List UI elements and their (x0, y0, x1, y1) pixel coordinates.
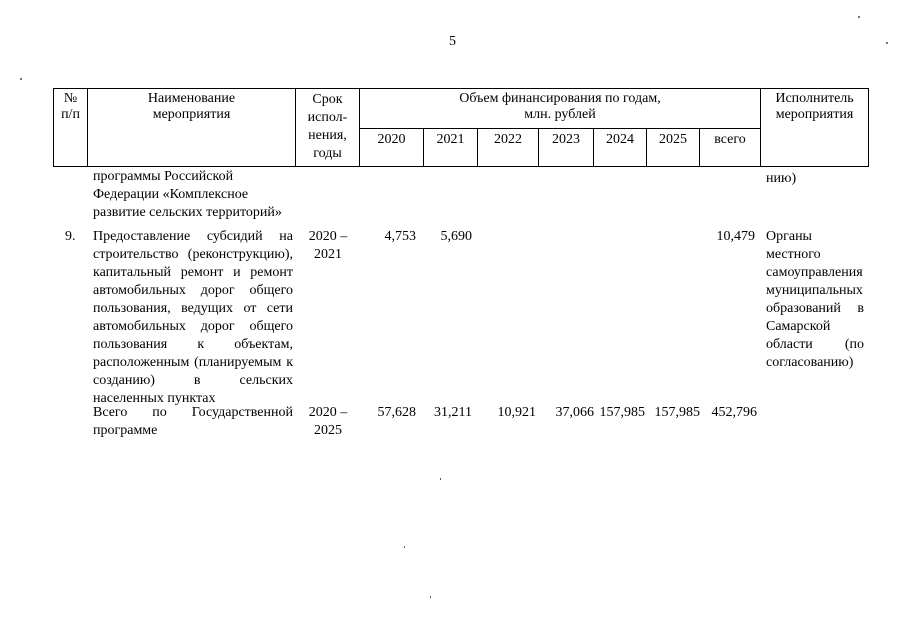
total-term: 2020 – 2025 (308, 405, 348, 438)
continuation-executor: нию) (766, 171, 797, 186)
scan-speck (404, 546, 405, 548)
header-year-2021: 2021 (424, 129, 478, 167)
header-year-total: всего (700, 129, 761, 167)
total-2021: 31,211 (434, 405, 472, 420)
total-name: Всего по Государственной программе (93, 405, 293, 438)
page-number: 5 (449, 34, 456, 49)
header-executor: Исполнитель мероприятия (761, 89, 869, 167)
row9-2021: 5,690 (440, 229, 472, 244)
header-year-2020: 2020 (360, 129, 424, 167)
header-year-2023: 2023 (539, 129, 594, 167)
scan-speck (886, 42, 888, 44)
header-term: Срок испол- нения, годы (296, 89, 360, 167)
header-num: № п/п (54, 89, 88, 167)
row9-executor: Органы местного самоуправления муниципальных образований в Самарской области (по согласованию) (766, 229, 864, 370)
row9-total: 10,479 (716, 229, 755, 244)
row9-term: 2020 – 2021 (308, 229, 348, 262)
continuation-name: программы Российской Федерации «Комплексное развитие сельских территорий» (93, 169, 282, 220)
row9-name: Предоставление субсидий на строительство (реконструкцию), капитальный ремонт и ремонт автомобильных дорог общего пользования, ведущих от сети автомобильных дорог общего пользования к объектам, расположенным (планируемым к созданию) в сельских населенных пунктах (93, 229, 293, 406)
row9-num: 9. (65, 229, 76, 244)
header-name: Наименование мероприятия (88, 89, 296, 167)
total-2024: 157,985 (599, 405, 645, 420)
scan-speck (858, 16, 860, 18)
total-all: 452,796 (711, 405, 757, 420)
total-2020: 57,628 (377, 405, 416, 420)
scan-speck (440, 478, 441, 480)
header-year-2022: 2022 (478, 129, 539, 167)
total-2023: 37,066 (555, 405, 594, 420)
scan-speck (20, 78, 22, 80)
row9-2020: 4,753 (384, 229, 416, 244)
scan-speck (430, 596, 431, 598)
header-year-2024: 2024 (594, 129, 647, 167)
total-2022: 10,921 (497, 405, 536, 420)
table-header (53, 88, 869, 167)
total-2025: 157,985 (654, 405, 700, 420)
header-year-2025: 2025 (647, 129, 700, 167)
header-funding: Объем финансирования по годам, млн. рублей (360, 89, 761, 129)
